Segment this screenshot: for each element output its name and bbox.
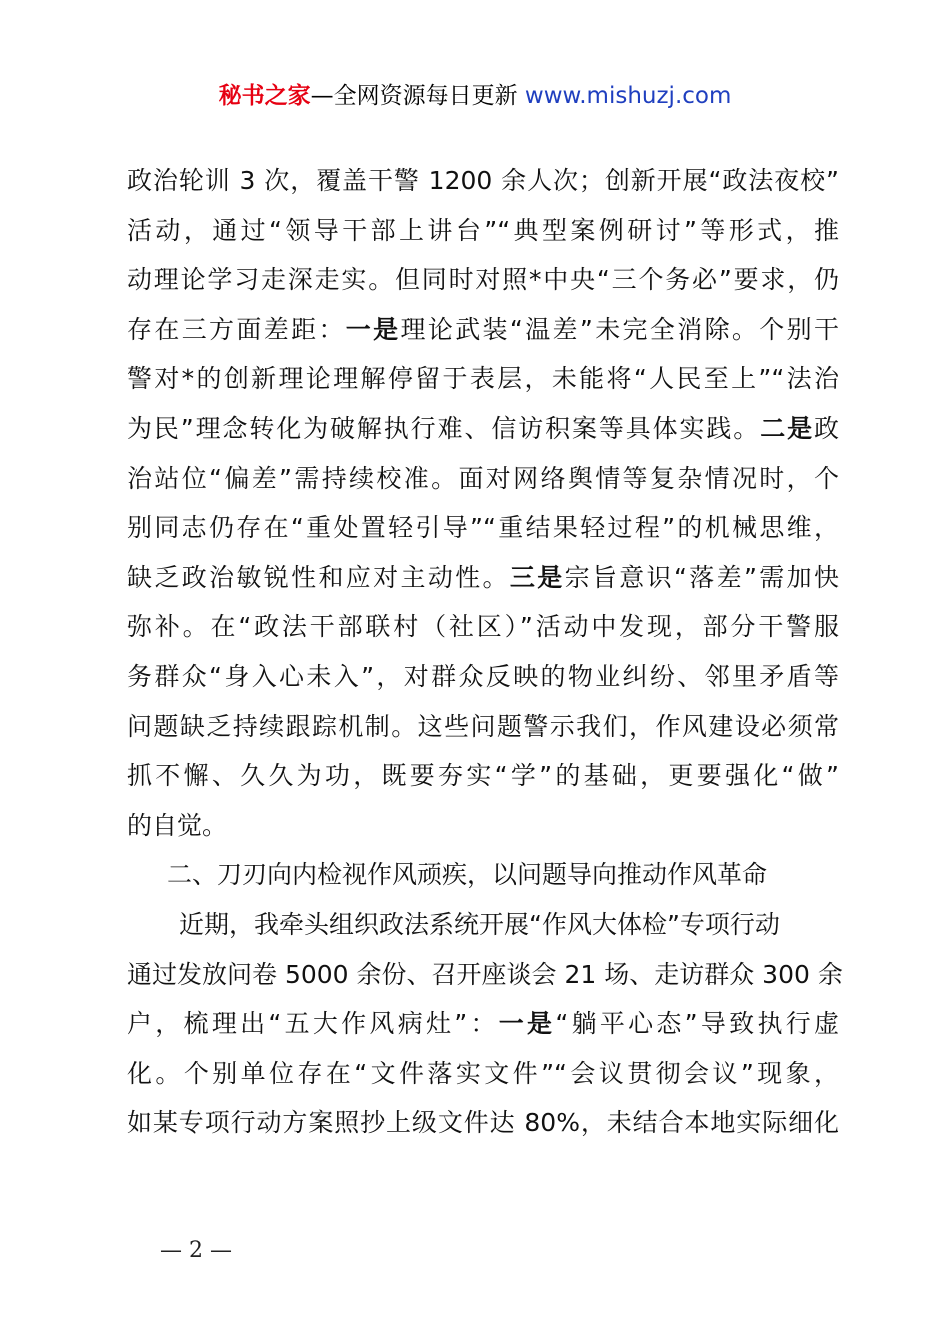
bold-marker: 一是 <box>498 1009 556 1039</box>
page-number: — 2 — <box>160 1238 232 1263</box>
body-line <box>127 305 839 355</box>
body-line: 警对*的创新理论理解停留于表层，未能将“人民至上”“法治 <box>127 364 839 394</box>
brand-name: 秘书之家 <box>218 83 311 109</box>
body-line: 化。个别单位存在“文件落实文件”“会议贯彻会议”现象， <box>127 1058 839 1088</box>
header-tagline: —全网资源每日更新 <box>310 83 518 109</box>
body-text: 缺乏政治敏锐性和应对主动性。 <box>127 562 510 592</box>
body-text: “躺平心态”导致执行虚 <box>555 1009 840 1039</box>
body-line: 弥补。在“政法干部联村（社区）”活动中发现，部分干警服 <box>127 612 839 642</box>
section-heading: 二、刀刃向内检视作风顽疾，以问题导向推动作风革命 <box>167 860 768 890</box>
bold-marker: 二是 <box>760 413 814 443</box>
bold-marker: 三是 <box>509 562 565 592</box>
body-text: 户，梳理出“五大作风病灶”： <box>127 1009 499 1039</box>
document-body <box>127 156 843 1148</box>
body-line: 政治轮训 3 次，覆盖干警 1200 余人次；创新开展“政法夜校” <box>127 166 839 195</box>
body-line: 如某专项行动方案照抄上级文件达 80%，未结合本地实际细化 <box>127 1108 839 1138</box>
body-line: 近期，我牵头组织政法系统开展“作风大体检”专项行动 <box>179 909 780 939</box>
bold-marker: 一是 <box>345 314 401 344</box>
body-line: 抓不懈、久久为功，既要夯实“学”的基础，更要强化“做” <box>127 761 839 791</box>
body-line: 动理论学习走深走实。但同时对照*中央“三个务必”要求，仍 <box>127 265 839 295</box>
body-line: 治站位“偏差”需持续校准。面对网络舆情等复杂情况时，个 <box>127 463 839 493</box>
body-text: 宗旨意识“落差”需加快 <box>564 562 839 592</box>
body-text: 存在三方面差距： <box>127 314 346 344</box>
body-text: 理论武装“温差”未完全消除。个别干 <box>400 314 839 344</box>
site-url-link[interactable]: www.mishuzj.com <box>524 83 732 109</box>
body-line <box>127 999 839 1049</box>
body-line: 的自觉。 <box>127 810 228 840</box>
body-line: 别同志仍存在“重处置轻引导”“重结果轻过程”的机械思维， <box>127 513 839 543</box>
body-line <box>127 404 839 454</box>
body-line: 问题缺乏持续跟踪机制。这些问题警示我们，作风建设必须常 <box>127 711 839 741</box>
body-line: 务群众“身入心未入”，对群众反映的物业纠纷、邻里矛盾等 <box>127 661 839 691</box>
body-line: 通过发放问卷 5000 余份、召开座谈会 21 场、走访群众 300 余 <box>127 959 843 989</box>
body-line: 活动，通过“领导干部上讲台”“典型案例研讨”等形式，推 <box>127 215 839 245</box>
body-text: 为民”理念转化为破解执行难、信访积案等具体实践。 <box>127 413 761 443</box>
body-line <box>127 553 839 603</box>
site-header <box>0 78 950 114</box>
body-text: 政 <box>813 413 839 443</box>
